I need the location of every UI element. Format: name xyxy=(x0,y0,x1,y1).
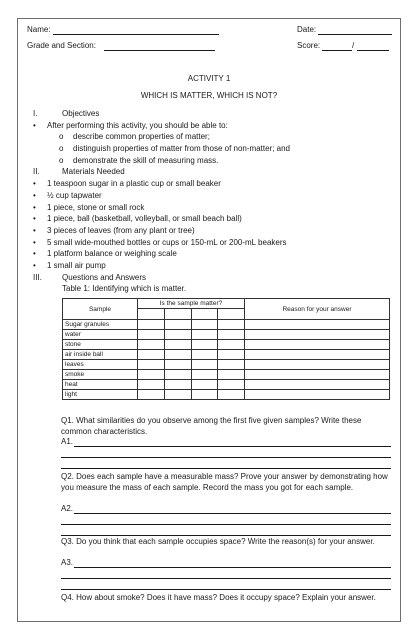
question-4-text: Q4. How about smoke? Does it have mass? Does it occupy space? Explain your answer. xyxy=(61,593,376,602)
circle-bullet-icon: o xyxy=(59,155,64,165)
answer-2-line[interactable] xyxy=(61,524,391,525)
table-row: leaves xyxy=(63,360,390,370)
question-4-block xyxy=(61,593,393,617)
bullet-icon: • xyxy=(33,214,36,224)
answer-1-line[interactable] xyxy=(74,446,391,447)
question-3-block xyxy=(61,537,393,593)
bullet-icon: • xyxy=(33,120,36,130)
question-1-block xyxy=(61,416,393,472)
grade-section-label: Grade and Section: xyxy=(27,41,96,50)
question-2-block xyxy=(61,472,393,536)
column-header-matter: Is the sample matter? xyxy=(138,299,245,309)
list-item: • 5 small wide-mouthed bottles or cups or 150-mL or 200-mL beakers xyxy=(33,237,287,247)
name-label: Name: xyxy=(27,25,51,34)
list-item: • 1 teaspoon sugar in a plastic cup or small beaker xyxy=(33,179,221,189)
list-item: • ½ cup tapwater xyxy=(33,190,102,200)
bullet-icon: • xyxy=(33,249,36,259)
answer-2-line[interactable] xyxy=(61,535,391,536)
question-3-text: Q3. Do you think that each sample occupies space? Write the reason(s) for your answer. xyxy=(61,537,375,546)
question-2-text: Q2. Does each sample have a measurable mass? Prove your answer by demonstrating how you measure the mass of each sample. Record the mass you got for each sample. xyxy=(61,472,388,492)
list-item: • 1 small air pump xyxy=(33,260,106,270)
question-1-text: Q1. What similarities do you observe among the first five given samples? Write these common characteristics. xyxy=(61,416,362,436)
circle-bullet-icon: o xyxy=(59,132,64,142)
grade-section-field-line[interactable] xyxy=(104,50,215,51)
score-earned-line[interactable] xyxy=(322,50,352,51)
section-numeral: I. xyxy=(33,109,38,118)
answer-2-label: A2. xyxy=(61,504,74,513)
answer-3-line[interactable] xyxy=(74,567,391,568)
answer-3-line[interactable] xyxy=(61,578,391,579)
date-field-line[interactable] xyxy=(318,34,392,35)
score-slash: / xyxy=(352,41,355,50)
section-numeral: II. xyxy=(33,167,40,177)
answer-1-line[interactable] xyxy=(61,457,391,458)
section-title: Materials Needed xyxy=(62,167,125,177)
activity-title: WHICH IS MATTER, WHICH IS NOT? xyxy=(140,91,278,100)
objectives-heading xyxy=(33,108,393,120)
sections-list xyxy=(33,108,393,283)
answer-1-line[interactable] xyxy=(61,468,391,469)
score-total-line[interactable] xyxy=(357,50,389,51)
list-item: • 1 piece, ball (basketball, volleyball, or small beach ball) xyxy=(33,214,242,224)
section-numeral: III. xyxy=(33,272,42,282)
list-item: o distinguish properties of matter from those of non-matter; and xyxy=(59,144,290,154)
answer-1-label: A1. xyxy=(61,437,74,446)
bullet-icon: • xyxy=(33,260,36,270)
score-label: Score: xyxy=(297,41,321,50)
answer-3-label: A3. xyxy=(61,558,74,567)
table-row: heat xyxy=(63,380,390,390)
materials-heading xyxy=(33,166,393,178)
table-row: smoke xyxy=(63,370,390,380)
table-caption: Table 1: Identifying which is matter. xyxy=(62,284,187,293)
list-item: • 1 piece, stone or small rock xyxy=(33,202,145,212)
table-row: water xyxy=(63,330,390,340)
questions-heading xyxy=(33,272,393,284)
activity-number: ACTIVITY 1 xyxy=(187,74,231,83)
name-field-line[interactable] xyxy=(53,34,219,35)
bullet-icon: • xyxy=(33,237,36,247)
circle-bullet-icon: o xyxy=(59,144,64,154)
table-row: Sugar granules xyxy=(63,320,390,330)
list-item: o demonstrate the skill of measuring mass. xyxy=(59,155,219,165)
bullet-icon: • xyxy=(33,202,36,212)
table-row: air inside ball xyxy=(63,350,390,360)
bullet-icon: • xyxy=(33,179,36,189)
answer-2-line[interactable] xyxy=(74,513,391,514)
list-item: • After performing this activity, you should be able to: xyxy=(33,120,228,130)
table-row: stone xyxy=(63,340,390,350)
bullet-icon: • xyxy=(33,190,36,200)
bullet-icon: • xyxy=(33,225,36,235)
table-header-row xyxy=(63,299,390,309)
matter-table xyxy=(62,298,390,400)
answer-3-line[interactable] xyxy=(61,589,391,590)
table-row: light xyxy=(63,390,390,400)
section-title: Questions and Answers xyxy=(62,272,147,282)
list-item: • 3 pieces of leaves (from any plant or tree) xyxy=(33,225,195,235)
list-item: • 1 platform balance or weighing scale xyxy=(33,249,177,259)
section-title: Objectives xyxy=(62,109,100,118)
list-item: o describe common properties of matter; xyxy=(59,132,210,142)
date-label: Date: xyxy=(297,25,317,34)
column-header-reason: Reason for your answer xyxy=(245,299,390,320)
column-header-sample: Sample xyxy=(63,299,138,320)
